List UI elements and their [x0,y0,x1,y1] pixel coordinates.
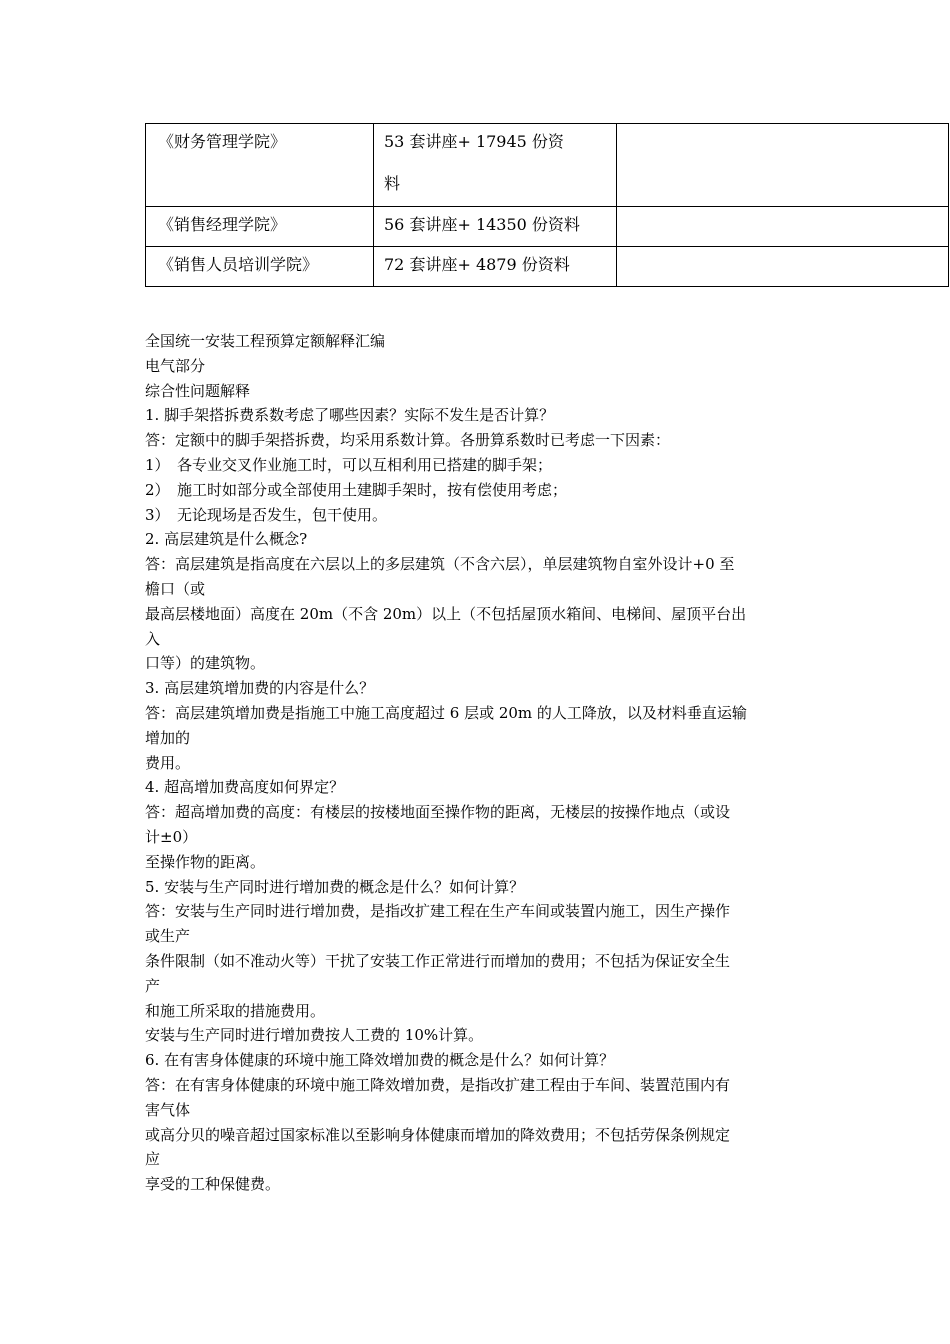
text-line: 条件限制（如不准动火等）干扰了安装工作正常进行而增加的费用；不包括为保证安全生 [145,951,731,970]
course-desc: 56 套讲座+ 14350 份资料 [374,207,617,247]
text-line: 1. 脚手架搭拆费系数考虑了哪些因素？实际不发生是否计算？ [145,406,555,425]
text-line: 和施工所采取的措施费用。 [145,1001,326,1020]
course-desc: 72 套讲座+ 4879 份资料 [374,247,617,287]
text-line: 檐口（或 [145,579,206,598]
subsection-heading: 综合性问题解释 [145,381,251,400]
text-line: 2. 高层建筑是什么概念? [145,530,308,549]
table-row [146,124,949,207]
text-line: 享受的工种保健费。 [145,1175,281,1194]
text-line: 2） 施工时如部分或全部使用土建脚手架时，按有偿使用考虑； [145,480,568,499]
course-extra [617,124,949,207]
text-line: 3） 无论现场是否发生，包干使用。 [145,505,388,524]
text-line: 安装与生产同时进行增加费按人工费的 10%计算。 [145,1026,484,1045]
course-extra [617,207,949,247]
text-line: 计±0） [145,827,198,846]
text-line: 费用。 [145,753,191,772]
text-line: 或高分贝的噪音超过国家标准以至影响身体健康而增加的降效费用；不包括劳保条例规定 [145,1125,731,1144]
table-row [146,247,949,287]
table-row [146,207,949,247]
text-line: 产 [145,976,161,995]
text-line: 最高层楼地面）高度在 20m（不含 20m）以上（不包括屋顶水箱间、电梯间、屋顶平台出 [145,604,747,623]
text-line: 答：定额中的脚手架搭拆费，均采用系数计算。各册算系数时已考虑一下因素： [145,431,671,450]
text-line: 或生产 [145,927,191,946]
course-table [145,123,949,287]
course-name: 《销售经理学院》 [146,207,374,247]
course-name: 《销售人员培训学院》 [146,247,374,287]
document-body [145,329,815,1197]
text-line: 应 [145,1150,161,1169]
text-lines [145,403,815,1197]
course-desc-line: 料 [384,174,401,193]
text-line: 6. 在有害身体健康的环境中施工降效增加费的概念是什么？如何计算？ [145,1051,615,1070]
text-line: 4. 超高增加费高度如何界定？ [145,778,345,797]
course-desc-line: 53 套讲座+ 17945 份资 [384,132,564,151]
text-line: 害气体 [145,1100,191,1119]
text-line: 答：安装与生产同时进行增加费，是指改扩建工程在生产车间或装置内施工，因生产操作 [145,902,731,921]
text-line: 答：超高增加费的高度：有楼层的按楼地面至操作物的距离，无楼层的按操作地点（或设 [145,803,731,822]
course-desc [374,124,617,207]
text-line: 3. 高层建筑增加费的内容是什么？ [145,679,375,698]
text-line: 至操作物的距离。 [145,852,266,871]
text-line: 入 [145,629,161,648]
text-line: 答：在有害身体健康的环境中施工降效增加费，是指改扩建工程由于车间、装置范围内有 [145,1075,731,1094]
course-name: 《财务管理学院》 [146,124,374,207]
text-line: 答：高层建筑是指高度在六层以上的多层建筑（不含六层），单层建筑物自室外设计+0 至 [145,555,735,574]
text-line: 口等）的建筑物。 [145,654,266,673]
course-extra [617,247,949,287]
text-line: 5. 安装与生产同时进行增加费的概念是什么？如何计算？ [145,877,525,896]
text-line: 1） 各专业交叉作业施工时，可以互相利用已搭建的脚手架； [145,455,553,474]
text-line: 答：高层建筑增加费是指施工中施工高度超过 6 层或 20m 的人工降放，以及材料垂直运输 [145,703,747,722]
document-title: 全国统一安装工程预算定额解释汇编 [145,332,386,350]
text-line: 增加的 [145,728,191,747]
section-heading: 电气部分 [145,356,206,375]
